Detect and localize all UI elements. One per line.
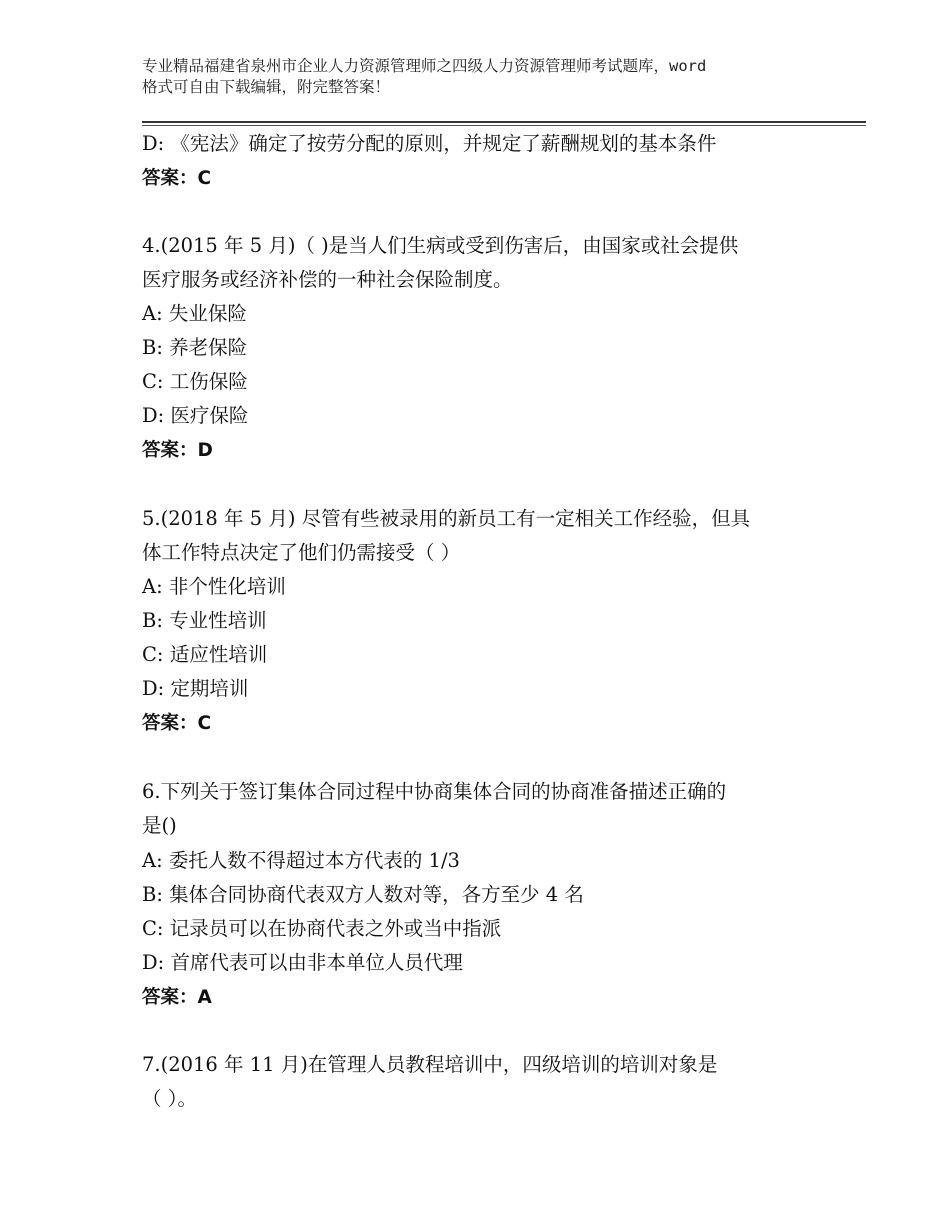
q5-stem-line-2: 体工作特点决定了他们仍需接受（ ）	[142, 541, 461, 564]
q5-option-d: D: 定期培训	[142, 677, 249, 700]
q5-option-c: C: 适应性培训	[142, 643, 268, 666]
q7-stem-line-1: 7.(2016 年 11 月)在管理人员教程培训中，四级培训的培训对象是	[142, 1053, 718, 1076]
q5-answer: 答案：C	[142, 713, 212, 734]
q4-answer: 答案：D	[142, 440, 213, 461]
q3-option-d: D: 《宪法》确定了按劳分配的原则，并规定了薪酬规划的基本条件	[142, 132, 717, 155]
header-line-2: 格式可自由下载编辑，附完整答案！	[142, 78, 391, 96]
q5-stem-line-1: 5.(2018 年 5 月) 尽管有些被录用的新员工有一定相关工作经验，但具	[142, 507, 751, 530]
q6-option-c: C: 记录员可以在协商代表之外或当中指派	[142, 917, 502, 940]
q4-option-c: C: 工伤保险	[142, 370, 248, 393]
header-line-1: 专业精品福建省泉州市企业人力资源管理师之四级人力资源管理师考试题库，word	[142, 57, 707, 75]
q6-answer: 答案：A	[142, 987, 212, 1008]
q4-option-a: A: 失业保险	[142, 302, 247, 325]
q5-option-a: A: 非个性化培训	[142, 575, 286, 598]
q4-stem-line-1: 4.(2015 年 5 月)（ )是当人们生病或受到伤害后，由国家或社会提供	[142, 234, 739, 257]
q6-option-a: A: 委托人数不得超过本方代表的 1/3	[142, 849, 460, 872]
q6-stem-line-2: 是()	[142, 814, 177, 837]
q7-stem-line-2: （ ）。	[142, 1087, 197, 1110]
q4-option-d: D: 医疗保险	[142, 404, 249, 427]
q6-option-b: B: 集体合同协商代表双方人数对等，各方至少 4 名	[142, 883, 584, 906]
q6-stem-line-1: 6.下列关于签订集体合同过程中协商集体合同的协商准备描述正确的	[142, 780, 727, 803]
header-rule-thin	[142, 125, 866, 126]
q4-stem-line-2: 医疗服务或经济补偿的一种社会保险制度。	[142, 268, 513, 291]
header-rule-thick	[142, 121, 866, 123]
q6-option-d: D: 首席代表可以由非本单位人员代理	[142, 951, 463, 974]
q5-option-b: B: 专业性培训	[142, 609, 267, 632]
document-header	[142, 56, 832, 98]
q4-option-b: B: 养老保险	[142, 336, 248, 359]
q3-answer: 答案：C	[142, 168, 212, 189]
